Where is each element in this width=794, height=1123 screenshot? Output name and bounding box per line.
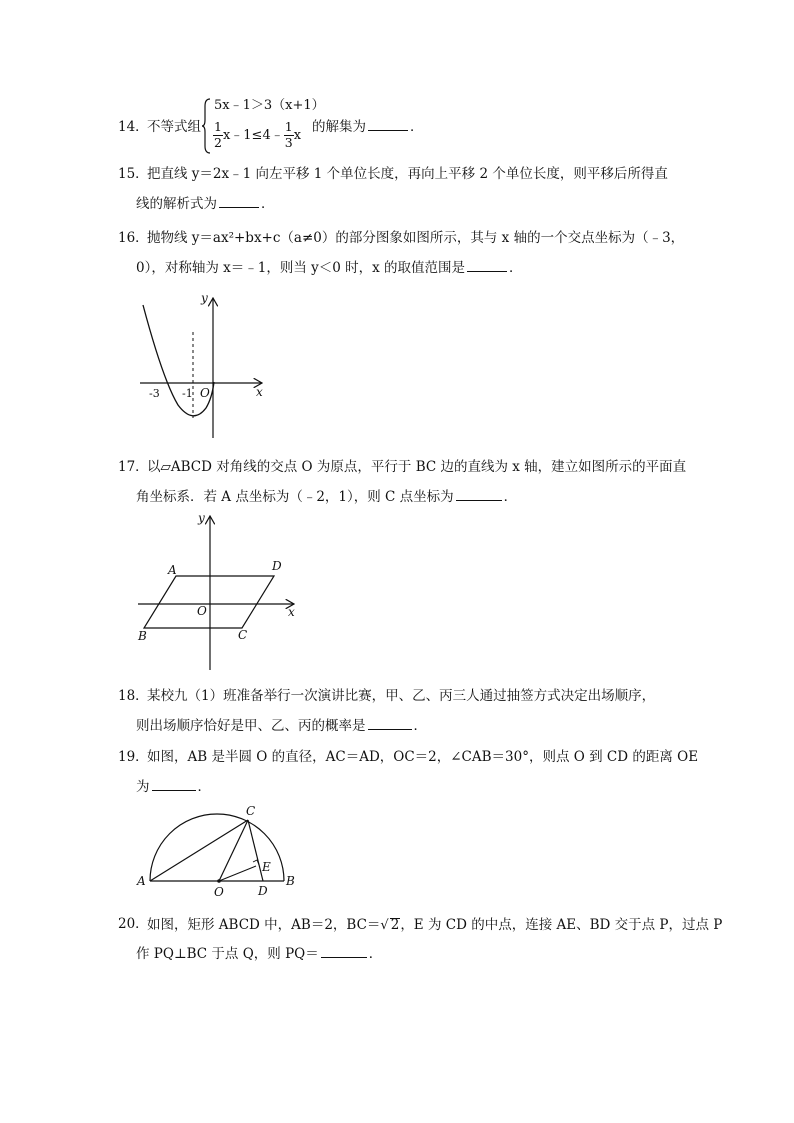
answer-blank[interactable] bbox=[321, 956, 367, 958]
point-label: C bbox=[246, 804, 256, 818]
brace-icon bbox=[202, 98, 212, 154]
answer-blank[interactable] bbox=[152, 789, 196, 791]
inequality-1: 5x﹣1＞3（x+1） bbox=[214, 98, 325, 113]
question-text: 如图，矩形 ABCD 中，AB＝2，BC＝√ 2，E 为 CD 的中点，连接 AE、BD 交于点 P，过点 P bbox=[147, 917, 723, 933]
vertex-label: D bbox=[272, 559, 282, 573]
vertex-label: A bbox=[168, 563, 177, 577]
x-label: x bbox=[288, 605, 295, 619]
semicircle-figure bbox=[136, 803, 306, 898]
point-label: B bbox=[286, 874, 295, 888]
point-label: A bbox=[137, 874, 146, 888]
point-label: D bbox=[258, 884, 268, 898]
question-number: 18． bbox=[118, 688, 149, 704]
question-number: 17． bbox=[118, 459, 149, 475]
y-label: y bbox=[201, 291, 208, 305]
vertex-label: C bbox=[238, 628, 248, 642]
question-text: 为 ． bbox=[136, 779, 211, 795]
tick-label: -3 bbox=[149, 387, 160, 400]
question-text: 则出场顺序恰好是甲、乙、丙的概率是 ． bbox=[136, 718, 427, 734]
point-label: E bbox=[262, 860, 271, 874]
question-number: 20． bbox=[118, 916, 149, 932]
answer-blank[interactable] bbox=[368, 129, 408, 131]
question-number: 19． bbox=[118, 749, 149, 765]
question-text: 如图，AB 是半圆 O 的直径，AC＝AD，OC＝2，∠CAB＝30°，则点 O 到 CD 的距离 OE bbox=[147, 749, 699, 765]
question-text: 线的解析式为 ． bbox=[136, 196, 275, 212]
answer-blank[interactable] bbox=[467, 270, 507, 272]
answer-blank[interactable] bbox=[368, 728, 412, 730]
question-text: 作 PQ⊥BC 于点 Q，则 PQ＝ ． bbox=[136, 946, 383, 962]
parallelogram-figure bbox=[136, 512, 306, 672]
question-number: 16． bbox=[118, 230, 149, 246]
tick-label: -1 bbox=[182, 387, 193, 400]
question-text: 以▱ABCD 对角线的交点 O 为原点，平行于 BC 边的直线为 x 轴，建立如图所示的平面直 bbox=[147, 459, 687, 475]
center-point bbox=[217, 879, 221, 883]
question-number: 15． bbox=[118, 166, 149, 182]
vertex-label: B bbox=[138, 629, 147, 643]
question-text: 把直线 y＝2x﹣1 向左平移 1 个单位长度，再向上平移 2 个单位长度，则平移后所得直 bbox=[147, 166, 668, 182]
fraction: $\frac{1}{3}$ bbox=[284, 119, 293, 150]
point-label: O bbox=[214, 885, 224, 899]
question-text: 角坐标系．若 A 点坐标为（﹣2，1），则 C 点坐标为 ． bbox=[136, 489, 518, 505]
origin-label: O bbox=[197, 604, 207, 618]
question-text: 的解集为 ． bbox=[312, 119, 424, 135]
fraction: $\frac{1}{2}$ bbox=[214, 119, 222, 150]
parallelogram bbox=[144, 576, 274, 628]
question-text: 0），对称轴为 x＝﹣1，则当 y＜0 时，x 的取值范围是 ． bbox=[136, 260, 523, 276]
x-label: x bbox=[256, 385, 263, 399]
inequality-2: $\frac{1}{2}$ x﹣1≤4﹣ $\frac{1}{3}$ x bbox=[214, 119, 302, 150]
question-text: 某校九（1）班准备举行一次演讲比赛，甲、乙、丙三人通过抽签方式决定出场顺序， bbox=[147, 688, 656, 704]
parabola-figure bbox=[138, 290, 278, 440]
origin-label: O bbox=[200, 386, 210, 400]
question-text: 抛物线 y＝ax²+bx+c（a≠0）的部分图象如图所示，其与 x 轴的一个交点坐标为（﹣3， bbox=[147, 230, 685, 246]
y-label: y bbox=[198, 511, 205, 525]
segment-cd bbox=[248, 820, 263, 881]
answer-blank[interactable] bbox=[219, 206, 259, 208]
answer-blank[interactable] bbox=[456, 499, 502, 501]
sqrt-radicand: 2 bbox=[390, 917, 400, 933]
question-text: 不等式组 bbox=[147, 119, 201, 135]
question-number: 14． bbox=[118, 119, 149, 135]
